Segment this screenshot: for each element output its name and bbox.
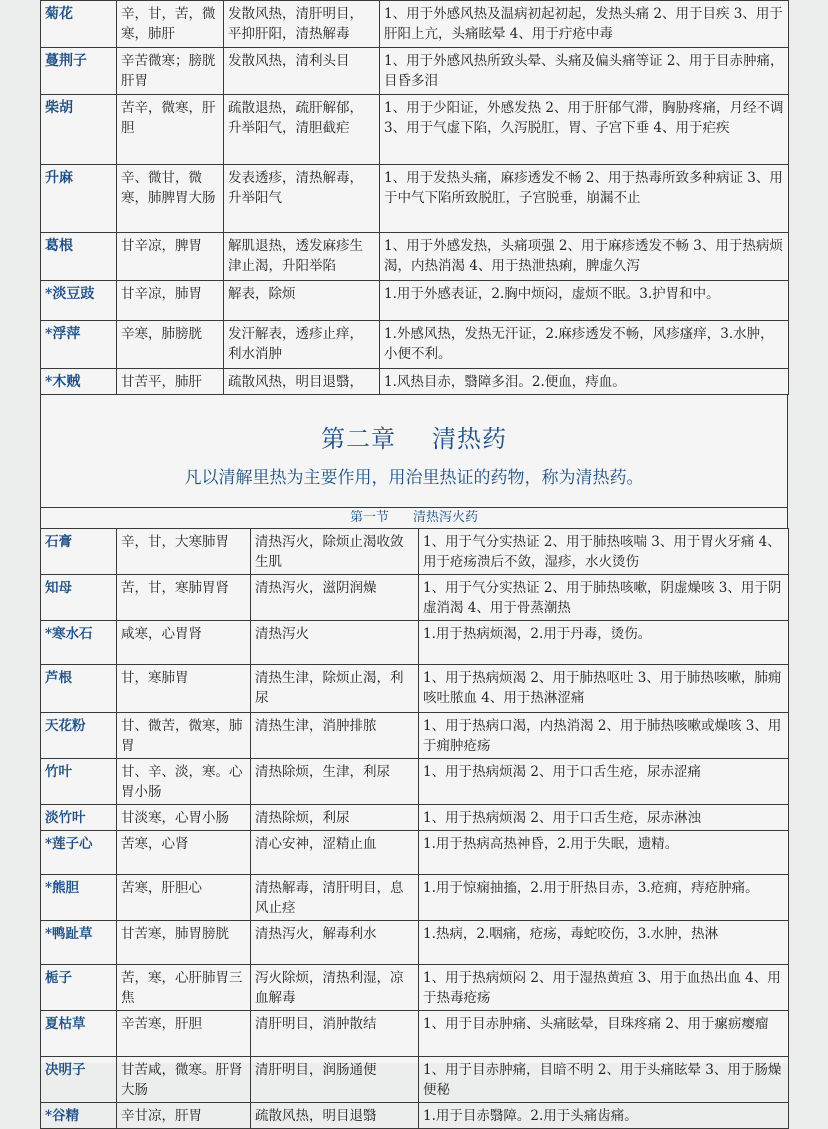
table-row — [41, 621, 789, 665]
herb-action: 发表透疹，清热解毒，升举阳气 — [224, 165, 380, 233]
herb-name: 柴胡 — [41, 95, 117, 165]
herb-property: 甘苦咸，微寒。肝肾大肠 — [117, 1057, 251, 1103]
herb-indication: 1.用于热病高热神昏，2.用于失眠，遗精。 — [419, 831, 789, 875]
herb-action: 发汗解表，透疹止痒，利水消肿 — [224, 321, 380, 369]
herb-name: 知母 — [41, 575, 117, 621]
herb-property: 甘、微苦，微寒，肺胃 — [117, 713, 251, 759]
herb-property: 辛甘凉，肝胃 — [117, 1103, 251, 1129]
herb-action: 疏散退热，疏肝解郁，升举阳气，清胆截疟 — [224, 95, 380, 165]
herb-name: *浮萍 — [41, 321, 117, 369]
herb-action: 清心安神，涩精止血 — [251, 831, 419, 875]
herb-indication: 1、用于热病烦渴 2、用于口舌生疮，尿赤涩痛 — [419, 759, 789, 805]
herb-property: 甘淡寒，心胃小肠 — [117, 805, 251, 831]
table-row — [41, 321, 789, 369]
herb-name: *淡豆豉 — [41, 281, 117, 321]
herb-action: 疏散风热，明目退翳， — [224, 369, 380, 395]
herb-action: 发散风热，清肝明目，平抑肝阳，清热解毒 — [224, 1, 380, 48]
chapter-header — [40, 395, 788, 507]
herb-property: 苦辛，微寒，肝胆 — [117, 95, 224, 165]
table-row — [41, 665, 789, 713]
herb-action: 清热除烦，生津，利尿 — [251, 759, 419, 805]
herb-indication: 1、用于热病烦渴 2、用于肺热呕吐 3、用于肺热咳嗽，肺痈咳吐脓血 4、用于热淋涩痛 — [419, 665, 789, 713]
herb-name: 葛根 — [41, 233, 117, 281]
document-page — [40, 0, 788, 1124]
table-row — [41, 805, 789, 831]
herb-property: 甘辛凉，肺胃 — [117, 281, 224, 321]
herb-action: 解表，除烦 — [224, 281, 380, 321]
herb-action: 清热生津，除烦止渴，利尿 — [251, 665, 419, 713]
herb-indication: 1、用于气分实热证 2、用于肺热咳喘 3、用于胃火牙痛 4、用于疮疡溃后不敛，湿疹，水火烫伤 — [419, 529, 789, 575]
herb-property: 甘、辛、淡，寒。心胃小肠 — [117, 759, 251, 805]
herb-property: 苦，寒，心肝肺胃三焦 — [117, 965, 251, 1011]
herb-indication: 1.用于惊痫抽搐，2.用于肝热目赤，3.疮痈，痔疮肿痛。 — [419, 875, 789, 921]
herb-name: 石膏 — [41, 529, 117, 575]
herb-property: 甘辛凉，脾胃 — [117, 233, 224, 281]
table-row — [41, 48, 789, 95]
table-row — [41, 1011, 789, 1057]
herb-name: *莲子心 — [41, 831, 117, 875]
herb-indication: 1.用于外感表证，2.胸中烦闷，虚烦不眠。3.护胃和中。 — [380, 281, 789, 321]
table-row — [41, 875, 789, 921]
herb-action: 清热泻火，滋阴润燥 — [251, 575, 419, 621]
herb-name: *熊胆 — [41, 875, 117, 921]
herb-indication: 1.风热目赤，翳障多泪。2.便血，痔血。 — [380, 369, 789, 395]
herb-indication: 1.热病，2.咽痛，疮疡，毒蛇咬伤，3.水肿，热淋 — [419, 921, 789, 965]
herb-name: 决明子 — [41, 1057, 117, 1103]
herb-name: 芦根 — [41, 665, 117, 713]
herb-indication: 1、用于外感发热，头痛项强 2、用于麻疹透发不畅 3、用于热病烦渴，内热消渴 4、用于热泄热痢，脾虚久泻 — [380, 233, 789, 281]
herb-action: 清肝明目，消肿散结 — [251, 1011, 419, 1057]
herb-name: 蔓荆子 — [41, 48, 117, 95]
herb-indication: 1、用于热病口渴，内热消渴 2、用于肺热咳嗽或燥咳 3、用于痈肿疮疡 — [419, 713, 789, 759]
herb-action: 清热泻火 — [251, 621, 419, 665]
herb-indication: 1.用于热病烦渴，2.用于丹毒，烫伤。 — [419, 621, 789, 665]
herb-property: 辛，甘，苦，微寒，肺肝 — [117, 1, 224, 48]
herb-indication: 1、用于外感风热及温病初起初起，发热头痛 2、用于目疾 3、用于肝阳上亢，头痛眩晕 4、用于疔疮中毒 — [380, 1, 789, 48]
herb-action: 清热除烦，利尿 — [251, 805, 419, 831]
herb-name: 栀子 — [41, 965, 117, 1011]
herb-name: 升麻 — [41, 165, 117, 233]
herb-action: 清热泻火，除烦止渴收敛生肌 — [251, 529, 419, 575]
herb-property: 辛，甘，大寒肺胃 — [117, 529, 251, 575]
herb-indication: 1.用于目赤翳障。2.用于头痛齿痛。 — [419, 1103, 789, 1129]
herb-property: 苦寒，心肾 — [117, 831, 251, 875]
herb-action: 发散风热，清利头目 — [224, 48, 380, 95]
table-row — [41, 233, 789, 281]
chapter-title — [41, 419, 787, 454]
herb-indication: 1、用于少阳证，外感发热 2、用于肝郁气滞，胸胁疼痛，月经不调 3、用于气虚下陷，久泻脱肛，胃、子宫下垂 4、用于疟疾 — [380, 95, 789, 165]
herb-name: *寒水石 — [41, 621, 117, 665]
herb-property: 辛、微甘，微寒，肺脾胃大肠 — [117, 165, 224, 233]
herb-table-1 — [40, 0, 789, 395]
herb-property: 苦寒，肝胆心 — [117, 875, 251, 921]
herb-action: 泻火除烦，清热利湿，凉血解毒 — [251, 965, 419, 1011]
table-row — [41, 1103, 789, 1129]
herb-indication: 1、用于热病烦渴 2、用于口舌生疮，尿赤淋浊 — [419, 805, 789, 831]
herb-indication: 1、用于热病烦闷 2、用于湿热黄疸 3、用于血热出血 4、用于热毒疮疡 — [419, 965, 789, 1011]
herb-table-2 — [40, 528, 789, 1129]
table-row — [41, 713, 789, 759]
table-row — [41, 1057, 789, 1103]
herb-indication: 1、用于目赤肿痛、头痛眩晕，目珠疼痛 2、用于瘰疬瘿瘤 — [419, 1011, 789, 1057]
herb-indication: 1、用于发热头痛，麻疹透发不畅 2、用于热毒所致多种病证 3、用于中气下陷所致脱肛，子宫脱垂，崩漏不止 — [380, 165, 789, 233]
table-row — [41, 165, 789, 233]
herb-property: 苦，甘，寒肺胃肾 — [117, 575, 251, 621]
table-row — [41, 921, 789, 965]
table-row — [41, 529, 789, 575]
herb-name: 夏枯草 — [41, 1011, 117, 1057]
herb-action: 疏散风热，明目退翳 — [251, 1103, 419, 1129]
herb-name: 天花粉 — [41, 713, 117, 759]
table-row — [41, 369, 789, 395]
herb-action: 清肝明目，润肠通便 — [251, 1057, 419, 1103]
herb-property: 甘，寒肺胃 — [117, 665, 251, 713]
section-header — [40, 507, 788, 529]
herb-property: 甘苦平，肺肝 — [117, 369, 224, 395]
table-row — [41, 831, 789, 875]
table-row — [41, 575, 789, 621]
herb-indication: 1、用于外感风热所致头晕、头痛及偏头痛等证 2、用于目赤肿痛，目昏多泪 — [380, 48, 789, 95]
herb-property: 甘苦寒，肺胃膀胱 — [117, 921, 251, 965]
chapter-name: 清热药 — [432, 425, 507, 453]
table-row — [41, 759, 789, 805]
herb-name: *谷精 — [41, 1103, 117, 1129]
section-number: 第一节 — [349, 510, 389, 525]
herb-property: 辛寒，肺膀胱 — [117, 321, 224, 369]
chapter-number: 第二章 — [321, 425, 396, 453]
herb-property: 咸寒，心胃肾 — [117, 621, 251, 665]
section-title: 清热泻火药 — [413, 510, 479, 525]
table-row — [41, 95, 789, 165]
table-row — [41, 1, 789, 48]
chapter-description: 凡以清解里热为主要作用，用治里热证的药物，称为清热药。 — [184, 468, 644, 488]
table-row — [41, 965, 789, 1011]
herb-action: 解肌退热，透发麻疹生津止渴，升阳举陷 — [224, 233, 380, 281]
herb-name: 淡竹叶 — [41, 805, 117, 831]
herb-indication: 1.外感风热，发热无汗证，2.麻疹透发不畅，风疹瘙痒，3.水肿，小便不利。 — [380, 321, 789, 369]
herb-name: 菊花 — [41, 1, 117, 48]
herb-name: *木贼 — [41, 369, 117, 395]
herb-indication: 1、用于目赤肿痛，目暗不明 2、用于头痛眩晕 3、用于肠燥便秘 — [419, 1057, 789, 1103]
herb-action: 清热生津，消肿排脓 — [251, 713, 419, 759]
table-row — [41, 281, 789, 321]
herb-name: 竹叶 — [41, 759, 117, 805]
herb-action: 清热解毒，清肝明目，息风止痉 — [251, 875, 419, 921]
herb-indication: 1、用于气分实热证 2、用于肺热咳嗽，阴虚燥咳 3、用于阴虚消渴 4、用于骨蒸潮热 — [419, 575, 789, 621]
herb-property: 辛苦微寒；膀胱肝胃 — [117, 48, 224, 95]
herb-name: *鸭趾草 — [41, 921, 117, 965]
herb-action: 清热泻火，解毒利水 — [251, 921, 419, 965]
herb-property: 辛苦寒，肝胆 — [117, 1011, 251, 1057]
